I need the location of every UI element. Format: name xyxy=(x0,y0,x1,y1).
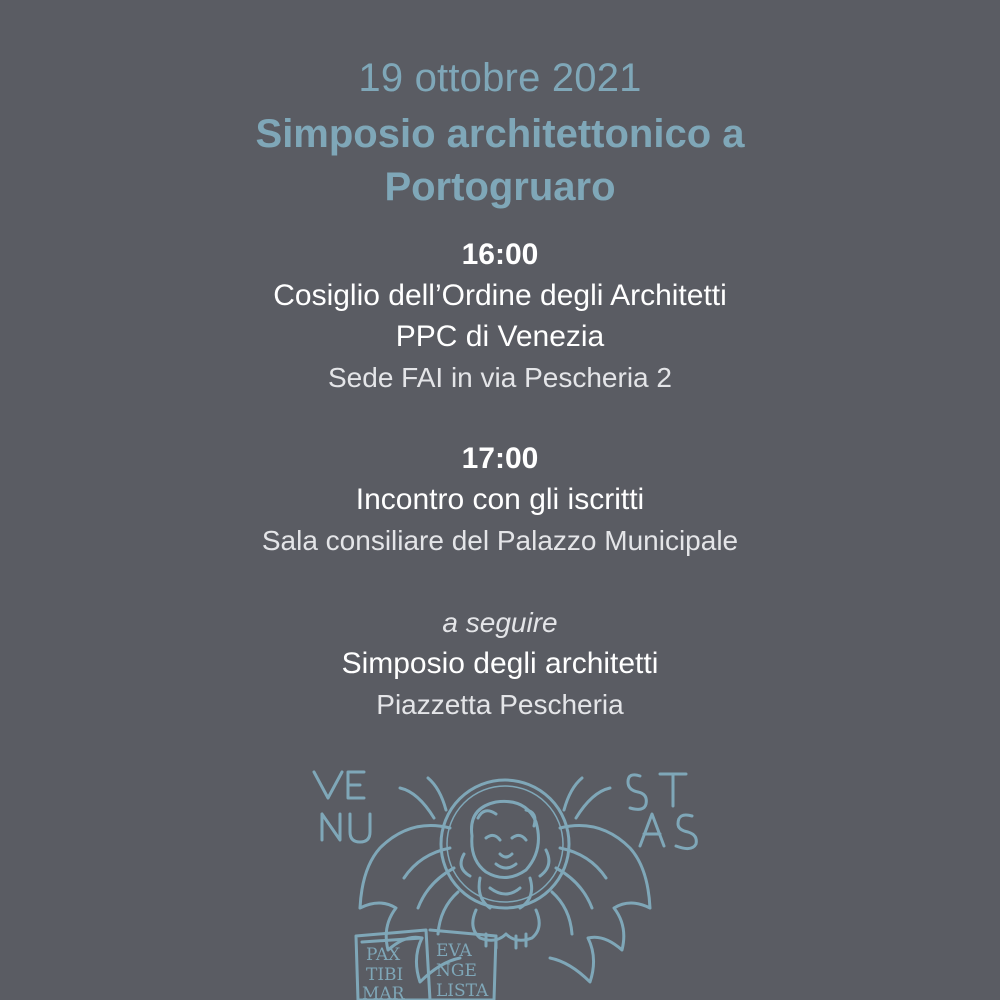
schedule-venue: Sala consiliare del Palazzo Municipale xyxy=(261,525,739,556)
svg-text:EVA: EVA xyxy=(436,941,472,961)
lion-of-saint-mark-icon xyxy=(300,758,710,1000)
schedule-item-follow xyxy=(0,603,1000,725)
event-title-line-2: Portogruaro xyxy=(384,165,616,209)
schedule-event-line-2: PPC di Venezia xyxy=(395,320,605,353)
schedule-event-line-1: Cosiglio dell’Ordine degli Architetti xyxy=(273,279,727,312)
schedule-event-line-1: Simposio degli architetti xyxy=(341,647,659,680)
schedule-item-1600 xyxy=(0,235,1000,398)
svg-text:PAX: PAX xyxy=(366,945,401,965)
schedule-event-line-1: Incontro con gli iscritti xyxy=(355,483,645,516)
event-title-line-1: Simposio architettonico a xyxy=(255,112,745,156)
svg-text:LISTA: LISTA xyxy=(436,981,489,1000)
emblem-letters-left xyxy=(314,772,370,842)
schedule-item-1700 xyxy=(0,439,1000,561)
event-date: 19 ottobre 2021 xyxy=(358,56,642,100)
svg-text:TIBI: TIBI xyxy=(366,965,404,985)
schedule-time: 17:00 xyxy=(461,442,539,475)
svg-text:NGE: NGE xyxy=(436,961,477,981)
schedule-venue: Piazzetta Pescheria xyxy=(376,689,624,720)
emblem-book-text xyxy=(362,941,489,1000)
event-title xyxy=(0,108,1000,214)
schedule-follow-label: a seguire xyxy=(442,607,558,638)
schedule-time: 16:00 xyxy=(461,238,539,271)
svg-text:MAR: MAR xyxy=(362,984,405,1000)
schedule-venue: Sede FAI in via Pescheria 2 xyxy=(328,362,672,393)
emblem-letters-right xyxy=(628,774,696,849)
